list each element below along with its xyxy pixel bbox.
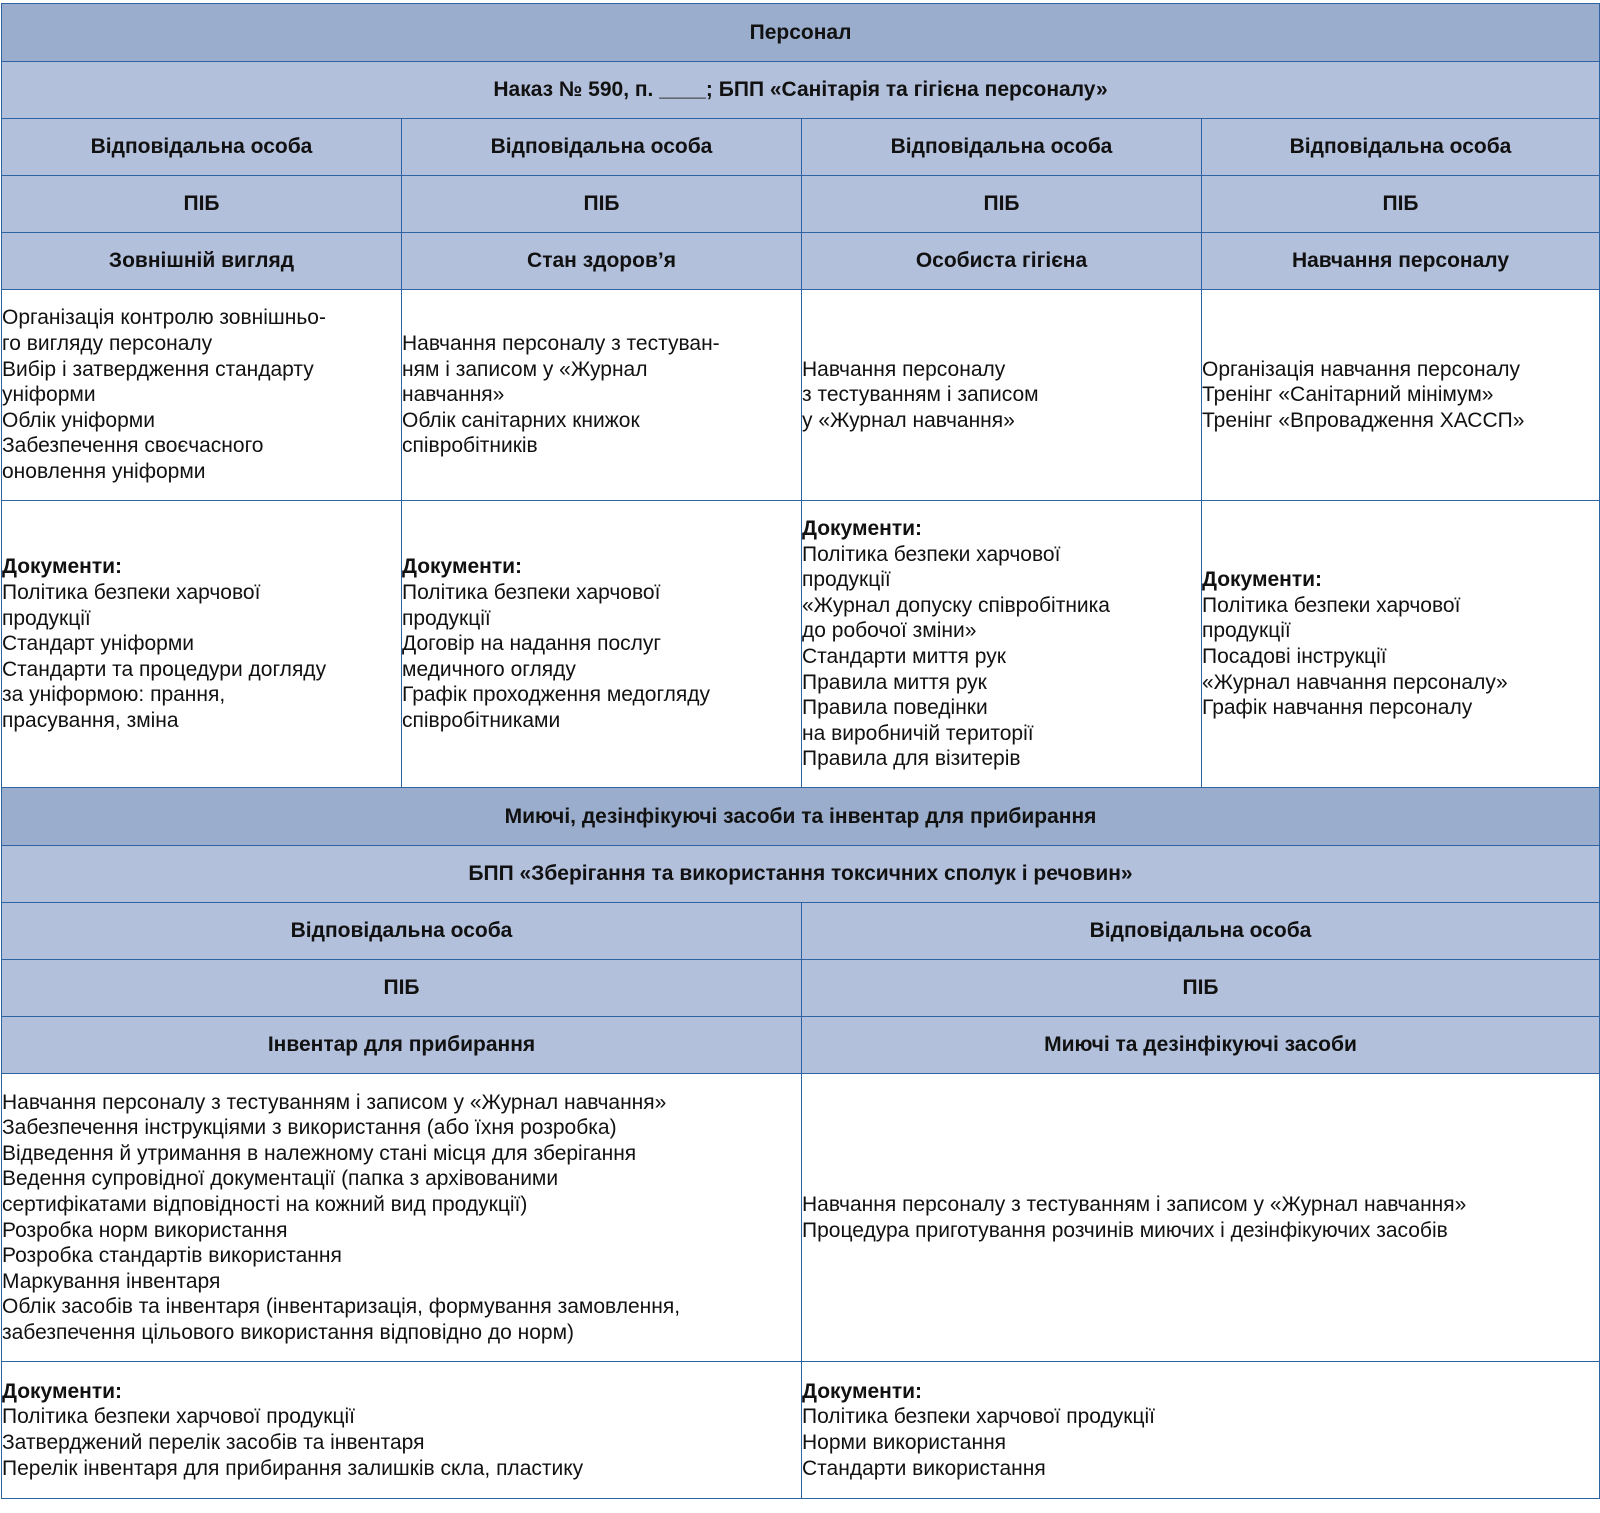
- text-line: Норми використання: [802, 1431, 1007, 1454]
- column-heading: Навчання персоналу: [1202, 233, 1600, 290]
- text-line: Графік навчання персоналу: [1202, 696, 1473, 720]
- responsible-label: Відповідальна особа: [802, 903, 1600, 960]
- text-line: Політика безпеки харчової: [402, 581, 661, 605]
- tasks-cell: [802, 290, 1202, 501]
- tasks-cell: [802, 1074, 1600, 1362]
- text-line: з тестуванням і записом: [802, 383, 1039, 407]
- text-line: прасування, зміна: [2, 708, 179, 732]
- text-line: продукції: [802, 568, 891, 592]
- text-line: за уніформою: прання,: [2, 683, 226, 707]
- text-line: Політика безпеки харчової продукції: [802, 1405, 1155, 1429]
- text-line: співробітників: [402, 434, 538, 458]
- pib-label: ПІБ: [802, 960, 1600, 1017]
- documents-cell: [1202, 501, 1600, 788]
- text-line: Посадові інструкції: [1202, 645, 1387, 668]
- text-line: «Журнал допуску співробітника: [802, 593, 1110, 617]
- text-line: Політика безпеки харчової: [2, 581, 261, 605]
- hygiene-table: [1, 3, 1600, 1499]
- column-heading: Інвентар для прибирання: [2, 1017, 802, 1074]
- documents-title: Документи:: [2, 1379, 123, 1403]
- text-line: Вибір і затвердження стандарту: [2, 357, 314, 381]
- text-line: Навчання персоналу з тестуванням і записом у «Журнал навчання»: [2, 1090, 667, 1114]
- column-heading: Миючі та дезінфікуючі засоби: [802, 1017, 1600, 1074]
- text-line: Політика безпеки харчової: [1202, 593, 1461, 617]
- text-line: Процедура приготування розчинів миючих і дезінфікуючих засобів: [802, 1218, 1448, 1242]
- text-line: Графік проходження медогляду: [402, 683, 711, 707]
- text-line: Забезпечення інструкціями з використання (або їхня розробка): [2, 1116, 617, 1140]
- text-line: Правила поведінки: [802, 696, 988, 720]
- text-line: співробітниками: [402, 708, 561, 732]
- documents-cell: [2, 501, 402, 788]
- text-line: Організація контролю зовнішньо-: [2, 306, 326, 330]
- tasks-cell: [1202, 290, 1600, 501]
- text-line: Розробка стандартів використання: [2, 1244, 342, 1268]
- documents-cell: [802, 501, 1202, 788]
- text-line: «Журнал навчання персоналу»: [1202, 670, 1508, 694]
- documents-title: Документи:: [1202, 568, 1323, 592]
- documents-title: Документи:: [2, 555, 123, 579]
- text-line: Правила для візитерів: [802, 747, 1021, 771]
- text-line: продукції: [1202, 619, 1291, 643]
- pib-label: ПІБ: [2, 176, 402, 233]
- text-line: Стандарти та процедури догляду: [2, 657, 327, 681]
- responsible-label: Відповідальна особа: [2, 119, 402, 176]
- pib-label: ПІБ: [2, 960, 802, 1017]
- text-line: навчання»: [402, 383, 505, 407]
- tasks-cell: [2, 290, 402, 501]
- text-line: оновлення уніформи: [2, 459, 206, 483]
- section2-title: Миючі, дезінфікуючі засоби та інвентар для прибирання: [2, 788, 1600, 846]
- responsible-label: Відповідальна особа: [802, 119, 1202, 176]
- documents-cell: [2, 1362, 802, 1499]
- text-line: забезпечення цільового використання відповідно до норм): [2, 1320, 575, 1344]
- tasks-cell: [402, 290, 802, 501]
- text-line: у «Журнал навчання»: [802, 408, 1015, 432]
- responsible-label: Відповідальна особа: [1202, 119, 1600, 176]
- text-line: Тренінг «Санітарний мінімум»: [1202, 383, 1494, 407]
- text-line: ням і записом у «Журнал: [402, 357, 648, 381]
- text-line: Стандарт уніформи: [2, 632, 194, 656]
- text-line: Маркування інвентаря: [2, 1269, 221, 1293]
- text-line: Політика безпеки харчової: [802, 542, 1061, 566]
- text-line: Стандарти миття рук: [802, 645, 1006, 668]
- documents-title: Документи:: [802, 517, 923, 541]
- text-line: Ведення супровідної документації (папка з архівованими: [2, 1167, 559, 1191]
- text-line: Навчання персоналу з тестуванням і записом у «Журнал навчання»: [802, 1192, 1467, 1216]
- documents-title: Документи:: [802, 1379, 923, 1403]
- text-line: Договір на надання послуг: [402, 632, 662, 656]
- text-line: до робочої зміни»: [802, 619, 977, 643]
- text-line: Відведення й утримання в належному стані місця для зберігання: [2, 1141, 637, 1165]
- text-line: на виробничій території: [802, 721, 1034, 745]
- tasks-cell: [2, 1074, 802, 1362]
- pib-label: ПІБ: [402, 176, 802, 233]
- pib-label: ПІБ: [802, 176, 1202, 233]
- section2-subtitle: БПП «Зберігання та використання токсичних сполук і речовин»: [2, 846, 1600, 903]
- text-line: Правила миття рук: [802, 670, 987, 694]
- text-line: Облік уніформи: [2, 408, 155, 432]
- text-line: Тренінг «Впровадження ХАССП»: [1202, 408, 1525, 432]
- documents-cell: [802, 1362, 1600, 1499]
- responsible-label: Відповідальна особа: [402, 119, 802, 176]
- text-line: уніформи: [2, 383, 96, 407]
- text-line: медичного огляду: [402, 657, 576, 681]
- responsible-label: Відповідальна особа: [2, 903, 802, 960]
- text-line: Затверджений перелік засобів та інвентаря: [2, 1431, 425, 1454]
- text-line: Організація навчання персоналу: [1202, 357, 1521, 381]
- text-line: Навчання персоналу з тестуван-: [402, 332, 720, 356]
- text-line: продукції: [402, 606, 491, 630]
- text-line: Розробка норм використання: [2, 1218, 288, 1242]
- text-line: Політика безпеки харчової продукції: [2, 1405, 355, 1429]
- pib-label: ПІБ: [1202, 176, 1600, 233]
- text-line: го вигляду персоналу: [2, 332, 213, 356]
- column-heading: Стан здоров’я: [402, 233, 802, 290]
- text-line: Перелік інвентаря для прибирання залишків скла, пластику: [2, 1456, 584, 1480]
- section1-title: Персонал: [2, 4, 1600, 62]
- text-line: сертифікатами відповідності на кожний вид продукції): [2, 1192, 528, 1216]
- text-line: Забезпечення своєчасного: [2, 434, 264, 458]
- documents-cell: [402, 501, 802, 788]
- documents-title: Документи:: [402, 555, 523, 579]
- text-line: Облік санітарних книжок: [402, 408, 640, 432]
- text-line: Облік засобів та інвентаря (інвентаризація, формування замовлення,: [2, 1295, 681, 1319]
- section1-subtitle: Наказ № 590, п. ____; БПП «Санітарія та гігієна персоналу»: [2, 62, 1600, 119]
- text-line: Стандарти використання: [802, 1456, 1046, 1480]
- column-heading: Особиста гігієна: [802, 233, 1202, 290]
- text-line: продукції: [2, 606, 91, 630]
- column-heading: Зовнішній вигляд: [2, 233, 402, 290]
- text-line: Навчання персоналу: [802, 357, 1006, 381]
